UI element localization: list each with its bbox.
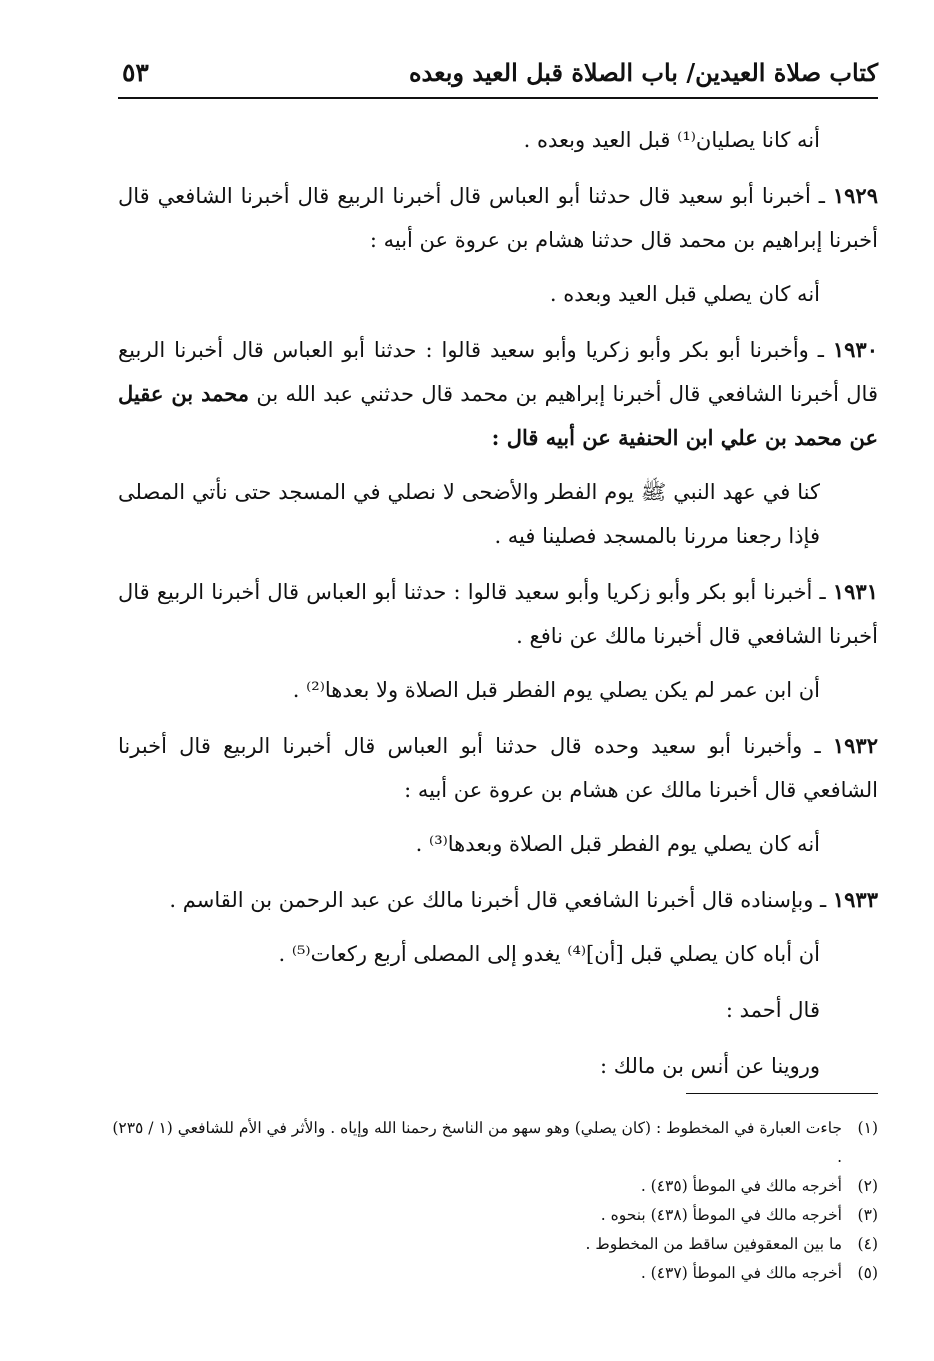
hadith-1932-isnad	[118, 724, 878, 812]
hadith-1933-matn: أن أباه كان يصلي قبل [أن]⁽⁴⁾ يغدو إلى المصلى أربع ركعات⁽⁵⁾ .	[278, 942, 820, 966]
footnote-2	[108, 1172, 878, 1201]
hadith-number: ١٩٣١	[832, 579, 878, 604]
footnote-text: أخرجه مالك في الموطأ (٤٣٥) .	[640, 1177, 842, 1195]
author-remark: قال أحمد :	[725, 998, 820, 1022]
running-title: كتاب صلاة العيدين/ باب الصلاة قبل العيد وبعده	[408, 58, 878, 87]
footnote-text: أخرجه مالك في الموطأ (٤٣٧) .	[640, 1264, 842, 1282]
footnote-number: (٢)	[857, 1177, 878, 1195]
hadith-1929-matn: أنه كان يصلي قبل العيد وبعده .	[549, 282, 820, 306]
hadith-1932-matn: أنه كان يصلي يوم الفطر قبل الصلاة وبعدها⁽³⁾ .	[415, 832, 820, 856]
footnote-divider	[686, 1093, 878, 1094]
hadith-1929-isnad	[118, 174, 878, 262]
hadith-1931-matn: أن ابن عمر لم يكن يصلي يوم الفطر قبل الصلاة ولا بعدها⁽²⁾ .	[292, 678, 820, 702]
isnad-text: ـ وأخبرنا أبو بكر وأبو زكريا وأبو سعيد قالوا : حدثنا أبو العباس قال أخبرنا الربيع قال أخبرنا الشافعي قال أخبرنا إبراهيم بن محمد قال حدثني عبد الله بن	[118, 338, 878, 406]
isnad-text: ـ أخبرنا أبو بكر وأبو زكريا وأبو سعيد قالوا : حدثنا أبو العباس قال أخبرنا الربيع قال أخبرنا الشافعي قال أخبرنا مالك عن نافع .	[118, 580, 878, 648]
footnote-number: (٥)	[857, 1264, 878, 1282]
hadith-number: ١٩٣٢	[832, 733, 878, 758]
footnote-5	[108, 1259, 878, 1288]
hadith-number: ١٩٣٠	[832, 337, 878, 362]
footnote-text: أخرجه مالك في الموطأ (٤٣٨) بنحوه .	[600, 1206, 842, 1224]
footnote-number: (١)	[857, 1119, 878, 1137]
footnote-1	[108, 1114, 878, 1172]
hadith-1930-isnad	[118, 328, 878, 460]
footnote-number: (٣)	[857, 1206, 878, 1224]
header-divider	[118, 97, 878, 99]
footnote-3	[108, 1201, 878, 1230]
hadith-1930-matn: كنا في عهد النبي ﷺ يوم الفطر والأضحى لا نصلي في المسجد حتى نأتي المصلى فإذا رجعنا مررنا بالمسجد فصلينا فيه .	[118, 480, 820, 548]
isnad-text: ـ وأخبرنا أبو سعيد وحده قال حدثنا أبو العباس قال أخبرنا الربيع قال أخبرنا الشافعي قال أخبرنا مالك عن هشام بن عروة عن أبيه :	[118, 734, 878, 802]
footnote-4	[108, 1230, 878, 1259]
page-number: ٥٣	[122, 58, 149, 87]
matn-continuation: أنه كانا يصليان⁽¹⁾ قبل العيد وبعده .	[523, 128, 820, 152]
footnotes	[108, 1114, 878, 1288]
main-text	[118, 118, 878, 1100]
hadith-1933-isnad	[118, 878, 878, 922]
footnote-number: (٤)	[857, 1235, 878, 1253]
hadith-1931-isnad	[118, 570, 878, 658]
footnote-text: ما بين المعقوفين ساقط من المخطوط .	[585, 1235, 842, 1253]
isnad-text: ـ أخبرنا أبو سعيد قال حدثنا أبو العباس قال أخبرنا الربيع قال أخبرنا الشافعي قال أخبرنا إبراهيم بن محمد قال حدثنا هشام بن عروة عن أبيه :	[118, 184, 878, 252]
footnote-text: جاءت العبارة في المخطوط : (كان يصلي) وهو سهو من الناسخ رحمنا الله وإياه . والأثر في الأم للشافعي (١ / ٢٣٥) .	[112, 1119, 842, 1166]
hadith-number: ١٩٣٣	[832, 887, 878, 912]
isnad-text: ـ وبإسناده قال أخبرنا الشافعي قال أخبرنا مالك عن عبد الرحمن بن القاسم .	[169, 888, 833, 912]
hadith-number: ١٩٢٩	[832, 183, 878, 208]
isnad-text-bold: محمد بن عقيل عن محمد بن علي ابن الحنفية عن أبيه قال :	[118, 381, 878, 450]
narration-intro: وروينا عن أنس بن مالك :	[600, 1054, 820, 1078]
running-header	[118, 58, 878, 98]
